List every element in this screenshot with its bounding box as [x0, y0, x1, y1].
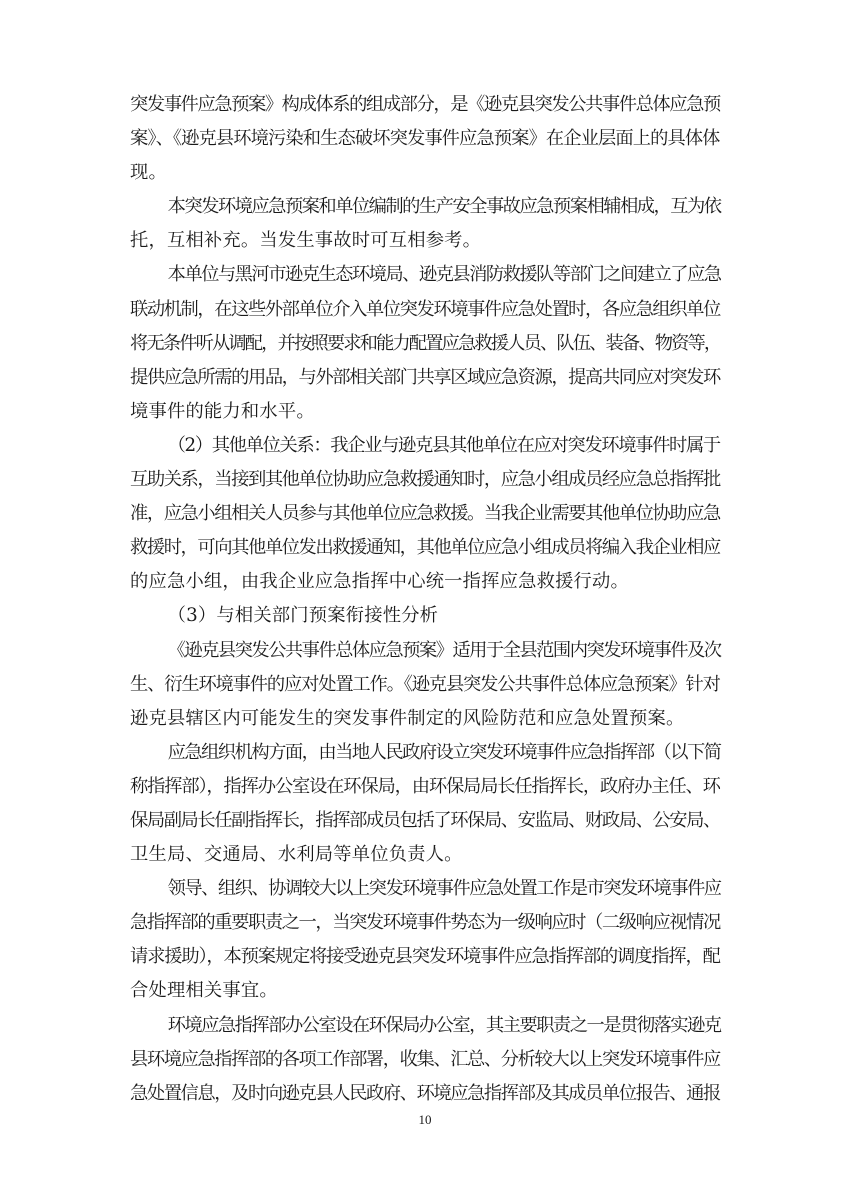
text-line: （2）其他单位关系：我企业与逊克县其他单位在应对突发环境事件时属于	[167, 434, 720, 456]
text-line: 联动机制，在这些外部单位介入单位突发环境事件应急处置时，各应急组织单位	[130, 298, 720, 320]
paragraph	[130, 190, 720, 258]
text-line: （3）与相关部门预案衔接性分析	[167, 605, 439, 627]
paragraph	[130, 88, 720, 190]
text-line: 逊克县辖区内可能发生的突发事件制定的风险防范和应急处置预案。	[130, 707, 685, 729]
text-line: 领导、组织、协调较大以上突发环境事件应急处置工作是市突发环境事件应	[167, 878, 721, 900]
paragraph	[130, 1009, 720, 1111]
text-line: 急指挥部的重要职责之一，当突发环境事件势态为一级响应时（二级响应视情况	[130, 912, 720, 934]
paragraph	[130, 599, 720, 633]
text-line: 卫生局、交通局、水利局等单位负责人。	[130, 844, 463, 866]
text-line: 生、衍生环境事件的应对处置工作。《逊克县突发公共事件总体应急预案》针对	[130, 673, 720, 695]
text-line: 现。	[130, 162, 167, 184]
paragraph	[130, 634, 720, 736]
text-line: 县环境应急指挥部的各项工作部署，收集、汇总、分析较大以上突发环境事件应	[130, 1048, 720, 1070]
text-line: 合处理相关事宜。	[130, 980, 278, 1002]
text-line: 环境应急指挥部办公室设在环保局办公室，其主要职责之一是贯彻落实逊克	[167, 1014, 721, 1036]
body-text	[130, 88, 720, 1111]
text-line: 将无条件听从调配，并按照要求和能力配置应急救援人员、队伍、装备、物资等，	[130, 332, 721, 354]
text-line: 救援时，可向其他单位发出救援通知，其他单位应急小组成员将编入我企业相应	[130, 537, 720, 559]
text-line: 的应急小组，由我企业应急指挥中心统一指挥应急救援行动。	[130, 571, 629, 593]
text-line: 急处置信息，及时向逊克县人民政府、环境应急指挥部及其成员单位报告、通报	[130, 1082, 720, 1104]
text-line: 境事件的能力和水平。	[130, 400, 315, 422]
text-line: 应急组织机构方面，由当地人民政府设立突发环境事件应急指挥部（以下简	[167, 741, 721, 763]
text-line: 请求援助），本预案规定将接受逊克县突发环境事件应急指挥部的调度指挥，配	[130, 946, 720, 968]
text-line: 突发事件应急预案》构成体系的组成部分，是《逊克县突发公共事件总体应急预	[130, 94, 720, 115]
text-line: 提供应急所需的用品，与外部相关部门共享区域应急资源，提高共同应对突发环	[130, 366, 720, 388]
paragraph	[130, 429, 720, 599]
text-line: 准，应急小组相关人员参与其他单位应急救援。当我企业需要其他单位协助应急	[130, 503, 720, 525]
paragraph	[130, 872, 720, 1008]
text-line: 托，互相补充。当发生事故时可互相参考。	[130, 230, 482, 252]
text-line: 《逊克县突发公共事件总体应急预案》适用于全县范围内突发环境事件及次	[167, 639, 721, 661]
text-line: 案》、《逊克县环境污染和生态破坏突发事件应急预案》在企业层面上的具体体	[130, 128, 720, 150]
text-line: 保局副局长任副指挥长，指挥部成员包括了环保局、安监局、财政局、公安局、	[130, 809, 720, 831]
text-line: 本突发环境应急预案和单位编制的生产安全事故应急预案相辅相成，互为依	[167, 196, 721, 218]
paragraph	[130, 736, 720, 872]
text-line: 称指挥部），指挥办公室设在环保局，由环保局局长任指挥长，政府办主任、环	[130, 775, 720, 797]
page-number: 10	[418, 1112, 432, 1127]
paragraph	[130, 258, 720, 428]
text-line: 本单位与黑河市逊克生态环境局、逊克县消防救援队等部门之间建立了应急	[167, 264, 721, 286]
text-line: 互助关系，当接到其他单位协助应急救援通知时，应急小组成员经应急总指挥批	[130, 469, 720, 491]
